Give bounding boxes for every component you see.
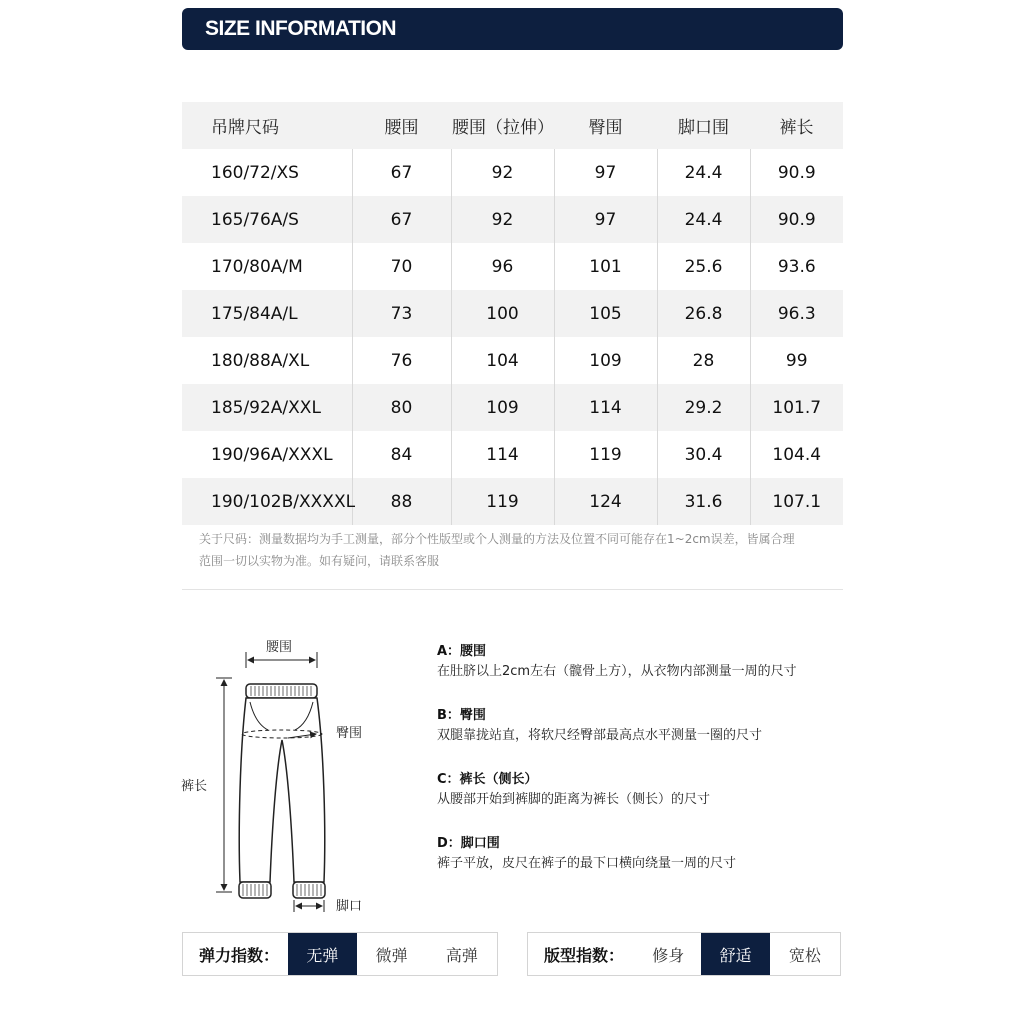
legend-desc: 裤子平放，皮尺在裤子的最下口横向绕量一周的尺寸 [437, 856, 737, 871]
table-cell: 90.9 [750, 196, 843, 243]
table-cell: 76 [352, 337, 451, 384]
table-cell: 104.4 [750, 431, 843, 478]
table-cell: 31.6 [657, 478, 750, 525]
table-cell: 29.2 [657, 384, 750, 431]
table-cell: 119 [554, 431, 657, 478]
section-header [182, 8, 843, 50]
table-cell: 97 [554, 196, 657, 243]
table-cell: 105 [554, 290, 657, 337]
table-cell: 26.8 [657, 290, 750, 337]
legend-title: B：臀围 [437, 708, 486, 723]
elasticity-option-none[interactable]: 无弹 [288, 933, 356, 975]
fit-option-comfort[interactable]: 舒适 [701, 933, 769, 975]
legend-desc: 从腰部开始到裤脚的距离为裤长（侧长）的尺寸 [437, 792, 711, 807]
table-cell: 170/80A/M [211, 256, 303, 277]
legend-desc: 双腿靠拢站直，将软尺经臀部最高点水平测量一圈的尺寸 [437, 728, 763, 743]
table-row [182, 384, 843, 431]
legend-title: A：腰围 [437, 644, 487, 659]
table-cell: 84 [352, 431, 451, 478]
size-table [182, 102, 843, 525]
fit-option-loose[interactable]: 宽松 [788, 945, 821, 965]
table-cell: 97 [554, 149, 657, 196]
table-cell: 24.4 [657, 196, 750, 243]
table-cell: 99 [750, 337, 843, 384]
legend-item [437, 834, 847, 898]
elasticity-option-high[interactable]: 高弹 [445, 945, 478, 965]
table-cell: 100 [451, 290, 554, 337]
elasticity-label: 弹力指数： [199, 945, 280, 965]
column-header: 脚口围 [657, 102, 750, 149]
table-cell: 185/92A/XXL [182, 384, 352, 431]
table-cell: 114 [554, 384, 657, 431]
table-cell: 114 [451, 431, 554, 478]
table-cell: 160/72/XS [211, 162, 299, 183]
legend-item [437, 706, 847, 770]
table-cell: 190/102B/XXXXL [182, 478, 352, 525]
legend-item [437, 642, 847, 706]
table-cell: 93.6 [750, 243, 843, 290]
note-line: 关于尺码：测量数据均为手工测量，部分个性版型或个人测量的方法及位置不同可能存在1~2cm误差，皆属合理 [199, 532, 795, 546]
table-row [182, 196, 843, 243]
table-cell: 165/76A/S [182, 196, 352, 243]
table-row [182, 337, 843, 384]
table-cell: 96 [451, 243, 554, 290]
table-row [182, 431, 843, 478]
table-cell: 190/96A/XXXL [211, 444, 333, 465]
table-cell: 107.1 [750, 478, 843, 525]
table-cell: 124 [554, 478, 657, 525]
fit-option-slim[interactable]: 修身 [652, 945, 685, 965]
note-line: 范围一切以实物为准。如有疑问，请联系客服 [199, 554, 440, 568]
table-cell: 101.7 [750, 384, 843, 431]
legend-item [437, 770, 847, 834]
table-cell: 109 [554, 337, 657, 384]
hem-label: 脚口 [336, 899, 363, 914]
measurement-legend [437, 642, 847, 898]
divider [182, 589, 843, 590]
table-row [182, 149, 843, 196]
table-cell: 70 [352, 243, 451, 290]
table-cell: 30.4 [657, 431, 750, 478]
table-cell: 109 [451, 384, 554, 431]
table-cell: 67 [352, 149, 451, 196]
fit-label: 版型指数： [544, 945, 625, 965]
table-cell: 24.4 [657, 149, 750, 196]
table-cell: 92 [451, 149, 554, 196]
table-cell: 67 [352, 196, 451, 243]
elasticity-index [182, 932, 498, 976]
size-note [199, 528, 843, 572]
table-cell: 104 [451, 337, 554, 384]
table-row [182, 243, 843, 290]
table-cell: 88 [352, 478, 451, 525]
fit-index [527, 932, 841, 976]
length-label: 裤长 [181, 779, 208, 794]
table-cell: 25.6 [657, 243, 750, 290]
table-row [182, 478, 843, 525]
table-header-row [182, 102, 843, 149]
pants-diagram [176, 630, 376, 920]
column-header: 吊牌尺码 [182, 102, 352, 149]
legend-title: D：脚口围 [437, 836, 500, 851]
legend-desc: 在肚脐以上2cm左右（髋骨上方），从衣物内部测量一周的尺寸 [437, 664, 797, 679]
waist-label: 腰围 [266, 640, 293, 655]
column-header: 裤长 [750, 102, 843, 149]
table-cell: 80 [352, 384, 451, 431]
table-cell: 90.9 [750, 149, 843, 196]
table-cell: 101 [554, 243, 657, 290]
table-row [182, 290, 843, 337]
table-cell: 96.3 [750, 290, 843, 337]
table-cell: 180/88A/XL [211, 350, 310, 371]
table-cell: 28 [657, 337, 750, 384]
legend-title: C：裤长（侧长） [437, 772, 538, 787]
column-header: 腰围 [352, 102, 451, 149]
hip-label: 臀围 [336, 726, 363, 741]
column-header: 臀围 [554, 102, 657, 149]
elasticity-option-slight[interactable]: 微弹 [375, 945, 408, 965]
section-title: SIZE INFORMATION [205, 17, 397, 40]
column-header: 腰围（拉伸） [451, 102, 554, 149]
table-cell: 73 [352, 290, 451, 337]
table-cell: 92 [451, 196, 554, 243]
table-cell: 175/84A/L [182, 290, 352, 337]
table-cell: 119 [451, 478, 554, 525]
